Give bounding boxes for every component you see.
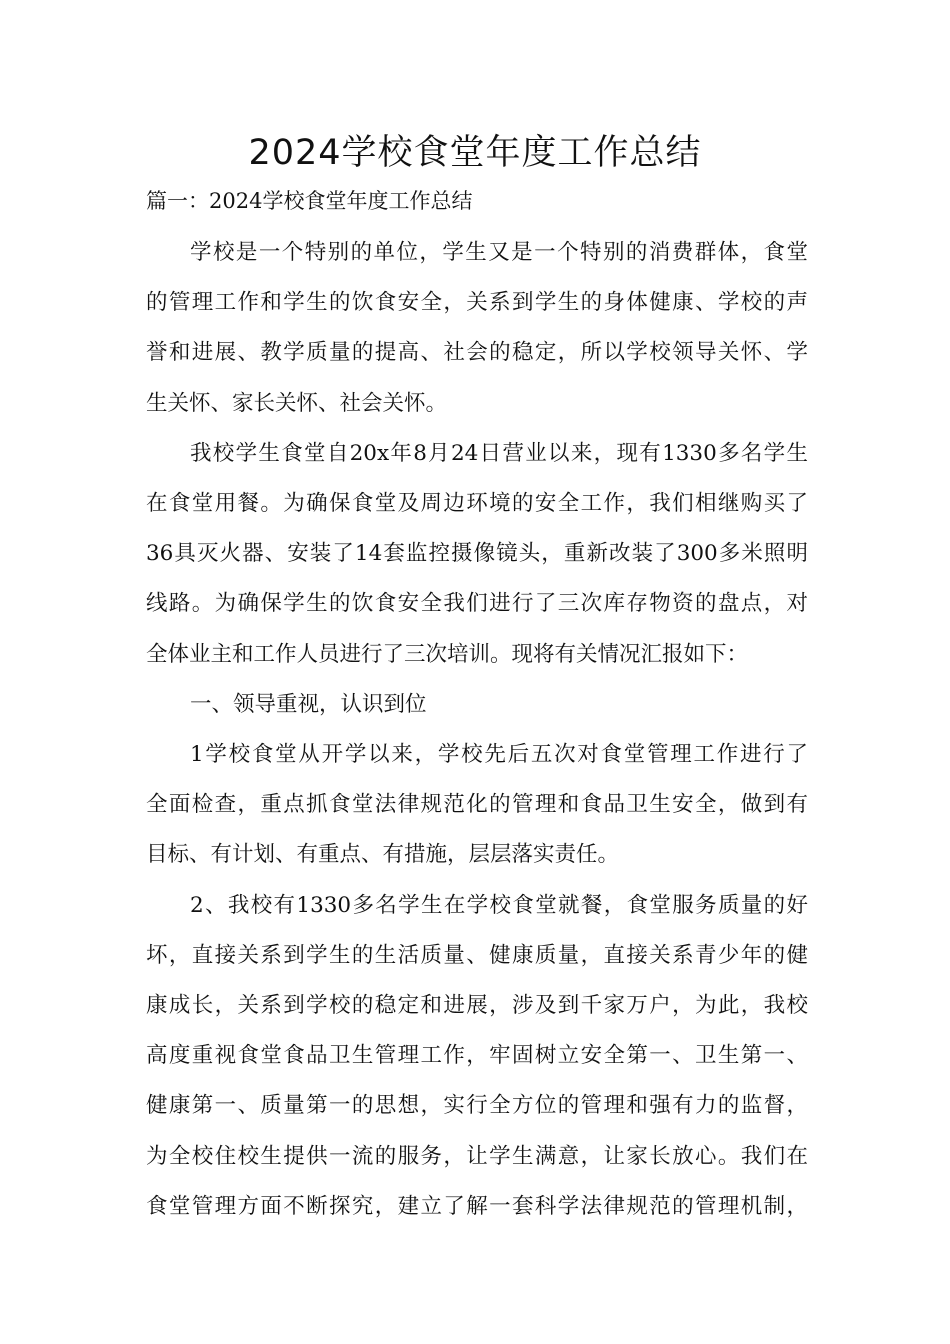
text-line: 为全校住校生提供一流的服务，让学生满意，让家长放心。我们在 [146, 1143, 808, 1169]
text-line: 生关怀、家长关怀、社会关怀。 [146, 390, 448, 416]
document-body [146, 228, 808, 1232]
document-title: 2024学校食堂年度工作总结 [248, 133, 702, 173]
text-line: 线路。为确保学生的饮食安全我们进行了三次库存物资的盘点，对 [146, 591, 808, 617]
text-line: 36具灭火器、安装了14套监控摄像镜头，重新改装了300多米照明 [146, 541, 808, 567]
text-line: 康成长，关系到学校的稳定和进展，涉及到千家万户，为此，我校 [146, 993, 808, 1019]
text-line: 全体业主和工作人员进行了三次培训。现将有关情况汇报如下： [146, 641, 749, 667]
document-subtitle: 篇一：2024学校食堂年度工作总结 [146, 189, 473, 213]
section-heading-1 [146, 680, 808, 730]
text-line: 我校学生食堂自20x年8月24日营业以来，现有1330多名学生 [190, 440, 808, 466]
text-line: 2、我校有1330多名学生在学校食堂就餐，食堂服务质量的好 [190, 892, 808, 918]
text-line: 誉和进展、教学质量的提高、社会的稳定，所以学校领导关怀、学 [146, 340, 808, 366]
paragraph-1 [146, 228, 808, 429]
text-line: 一、领导重视，认识到位 [190, 691, 427, 717]
paragraph-2 [146, 429, 808, 680]
text-line: 学校是一个特别的单位，学生又是一个特别的消费群体，食堂 [190, 240, 808, 265]
text-line: 目标、有计划、有重点、有措施，层层落实责任。 [146, 842, 620, 868]
text-line: 在食堂用餐。为确保食堂及周边环境的安全工作，我们相继购买了 [146, 491, 808, 517]
text-line: 1学校食堂从开学以来，学校先后五次对食堂管理工作进行了 [190, 742, 808, 768]
text-line: 的管理工作和学生的饮食安全，关系到学生的身体健康、学校的声 [146, 290, 808, 316]
paragraph-3 [146, 730, 808, 881]
text-line: 高度重视食堂食品卫生管理工作，牢固树立安全第一、卫生第一、 [146, 1043, 808, 1069]
text-line: 全面检查，重点抓食堂法律规范化的管理和食品卫生安全，做到有 [146, 792, 808, 818]
text-line: 食堂管理方面不断探究，建立了解一套科学法律规范的管理机制， [146, 1193, 808, 1219]
text-line: 健康第一、质量第一的思想，实行全方位的管理和强有力的监督， [146, 1093, 808, 1119]
text-line: 坏，直接关系到学生的生活质量、健康质量，直接关系青少年的健 [146, 942, 808, 968]
paragraph-4 [146, 881, 808, 1232]
